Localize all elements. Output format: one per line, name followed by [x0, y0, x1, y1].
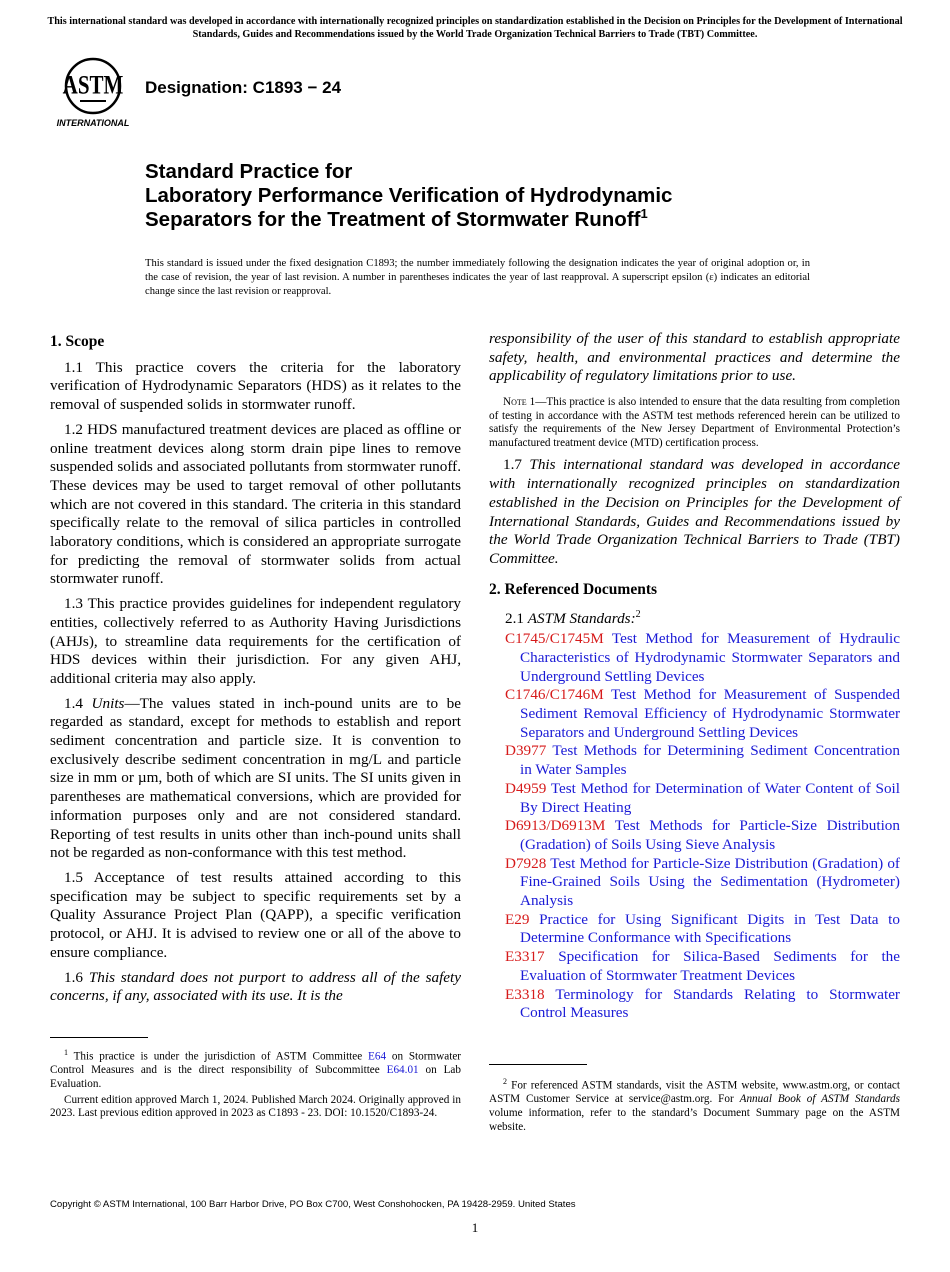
para-1-7: 1.7 This international standard was developed in accordance with internationally recognized principles on standardization established in the Decision on Principles for the Development of International Standards, Guides and Recommendations issued by the World Trade Organization Technical Barriers to Trade (TBT) Committee. [489, 456, 900, 567]
footnote-2: $^2$ For referenced ASTM standards, visit the ASTM website, www.astm.org, or contact ASTM Customer Service at service@astm.org. For Annual Book of ASTM Standards volume information, refer to the standard’s Document Summary page on the ASTM website. [489, 1077, 900, 1133]
title-line-3: Separators for the Treatment of Stormwater Runoff$^1$ [145, 206, 648, 231]
title-line-1: Standard Practice for [145, 160, 353, 183]
subcommittee-e64-01-link[interactable]: E64.01 [386, 1064, 419, 1077]
para-1-6-continued: responsibility of the user of this standard to establish appropriate safety, health, and environmental practices and determine the applicability of regulatory limitations prior to use. [489, 330, 900, 385]
footnote-rule-right [489, 1064, 587, 1065]
edition-info: Current edition approved March 1, 2024. Published March 2024. Originally approved in 2023. Last previous edition approved in 2023 as C1893 - 23. DOI: 10.1520/C1893-24. [50, 1093, 461, 1120]
ref-e29[interactable]: E29 Practice for Using Significant Digits in Test Data to Determine Conformance with Specifications [505, 910, 900, 947]
scope-heading: 1. Scope [50, 333, 105, 350]
footnote-1: $^1$ This practice is under the jurisdiction of ASTM Committee E64 on Stormwater Control Measures and is the direct responsibility of Subcommittee E64.01 on Lab Evaluation. Current edition approved March 1, 2024. Published March 2024. Originally approved in 2023. Last previous edition approved in 2023 as C1893 - 23. DOI: 10.1520/C1893-24. [50, 1048, 462, 1120]
ref-e3318[interactable]: E3318 Terminology for Standards Relating to Stormwater Control Measures [505, 985, 900, 1022]
title-footnote-mark[interactable]: 1 [640, 206, 648, 222]
para-1-4: 1.4 Units—The values stated in inch-pound units are to be regarded as standard, except for methods to establish and report sediment concentration and particle size. It is convention to exclusively describe sediment concentration in mg/L and particle size in mm or µm, both of which are SI units. The SI units given in parentheses are mathematical conversions, which are provided for information purposes only and are not considered standard. Reporting of test results in units other than inch-pound units shall not be regarded as non-conformance with this test method. [50, 694, 461, 862]
document-title [145, 160, 865, 232]
note-1: Note 1—This practice is also intended to ensure that the data resulting from completion of testing in accordance with the ASTM test methods referenced herein can be utilized to satisfy the requirements of the New Jersey Department of Environmental Protection’s manufactured treatment device (MTD) certification process. [489, 396, 900, 449]
copyright-line: Copyright © ASTM International, 100 Barr Harbor Drive, PO Box C700, West Conshohocken, PA 19428-2959. United States [50, 1199, 576, 1210]
ref-d4959[interactable]: D4959 Test Method for Determination of Water Content of Soil By Direct Heating [505, 779, 900, 816]
committee-e64-link[interactable]: E64 [368, 1050, 387, 1063]
left-column [50, 330, 461, 1012]
referenced-documents-heading: 2. Referenced Documents [489, 580, 658, 598]
para-1-2: 1.2 HDS manufactured treatment devices are placed as offline or online treatment devices along storm drain pipe lines to remove suspended solids and associated pollutants from stormwater runoff. These devices may be used to target removal of other pollutants which are not covered in this standard. The criteria in this standard specifically relate to the removal of silica particles in controlled laboratory conditions, which is considered an appropriate surrogate for predicting the removal of stormwater solids from actual stormwater runoff. [50, 420, 461, 588]
svg-text:ASTM: ASTM [62, 71, 124, 101]
para-1-3: 1.3 This practice provides guidelines for independent regulatory entities, collectively referred to as Authority Having Jurisdictions (AHJs), to streamline data requirements for the certification of HDS devices within their jurisdiction. For any given AHJ, additional criteria may also apply. [50, 595, 461, 687]
ref-d3977[interactable]: D3977 Test Methods for Determining Sediment Concentration in Water Samples [505, 742, 900, 779]
right-column [489, 330, 900, 1023]
footnote-rule-left [50, 1037, 148, 1038]
astm-logo [52, 56, 134, 130]
title-line-2: Laboratory Performance Verification of Hydrodynamic [145, 184, 673, 207]
para-1-6-start: 1.6 This standard does not purport to address all of the safety concerns, if any, associated with its use. It is the [50, 968, 461, 1005]
ref-c1745[interactable]: C1745/C1745M Test Method for Measurement of Hydraulic Characteristics of Hydrodynamic Stormwater Separators and Underground Settling Devices [505, 630, 900, 685]
designation: Designation: C1893 − 24 [145, 78, 342, 97]
para-1-5: 1.5 Acceptance of test results attained according to this specification may be subject to specific requirements set by a Quality Assurance Project Plan (QAPP), a specific verification protocol, or AHJ. It is advised to review one or all of the above to ensure compliance. [50, 868, 461, 961]
ref-d6913[interactable]: D6913/D6913M Test Methods for Particle-Size Distribution (Gradation) of Soils Using Sieve Analysis [505, 817, 900, 853]
astm-standards-subheading: 2.1 ASTM Standards:$^2$ [505, 609, 641, 628]
ref-e3317[interactable]: E3317 Specification for Silica-Based Sediments for the Evaluation of Stormwater Treatment Devices [505, 948, 901, 984]
para-1-1: 1.1 This practice covers the criteria for the laboratory verification of Hydrodynamic Separators (HDS) as it relates to the removal of suspended solids in stormwater runoff. [50, 358, 461, 414]
ref-d7928[interactable]: D7928 Test Method for Particle-Size Distribution (Gradation) of Fine-Grained Soils Using the Sedimentation (Hydrometer) Analysis [505, 854, 900, 910]
page-number: 1 [471, 1220, 479, 1235]
tbt-banner: This international standard was developed in accordance with internationally recognized principles on standardization established in the Decision on Principles for the Development of International Standards, Guides and Recommendations issued by the World Trade Organization Technical Barriers to Trade (TBT) Committee. [47, 16, 903, 40]
svg-text:INTERNATIONAL: INTERNATIONAL [56, 118, 130, 128]
designation-notice: This standard is issued under the fixed designation C1893; the number immediately following the designation indicates the year of original adoption or, in the case of revision, the year of last revision. A number in parentheses indicates the year of last reapproval. A superscript epsilon (ε) indicates an editorial change since the last revision or reapproval. [145, 258, 810, 297]
ref-c1746[interactable]: C1746/C1746M Test Method for Measurement of Suspended Sediment Removal Efficiency of Hydrodynamic Stormwater Separators and Underground Settling Devices [505, 686, 900, 741]
